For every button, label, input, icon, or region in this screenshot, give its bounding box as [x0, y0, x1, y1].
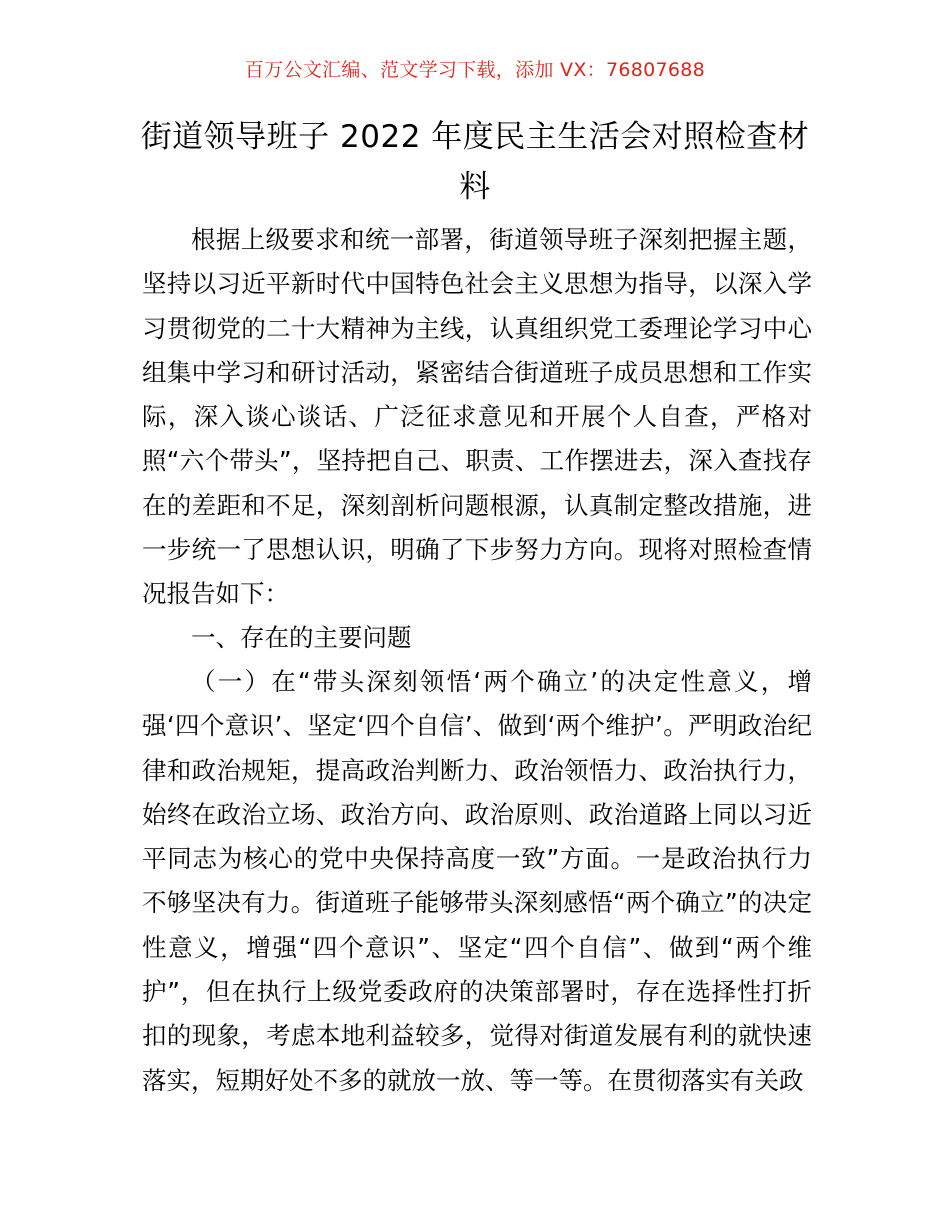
section-heading: 一、存在的主要问题	[191, 623, 412, 652]
section-paragraph: （一）在“带头深刻领悟‘两个确立’的决定性意义，增强‘四个意识’、坚定‘四个自信’、做到‘两个维护’。严明政治纪律和政治规矩，提高政治判断力、政治领悟力、政治执行力，始终在政治立场、政治方向、政治原则、政治道路上同以习近平同志为核心的党中央保持高度一致”方面。一是政治执行力不够坚决有力。街道班子能够带头深刻感悟“两个确立”的决定性意义，增强“四个意识”、坚定“四个自信”、做到“两个维护”，但在执行上级党委政府的决策部署时，存在选择性打折扣的现象，考虑本地利益较多，觉得对街道发展有利的就快速落实，短期好处不多的就放一放、等一等。在贯彻落实有关政	[142, 667, 812, 1095]
intro-paragraph: 根据上级要求和统一部署，街道领导班子深刻把握主题，坚持以习近平新时代中国特色社会主义思想为指导，以深入学习贯彻党的二十大精神为主线，认真组织党工委理论学习中心组集中学习和研讨活动，紧密结合街道班子成员思想和工作实际，深入谈心谈话、广泛征求意见和开展个人自查，严格对照“六个带头”，坚持把自己、职责、工作摆进去，深入查找存在的差距和不足，深刻剖析问题根源，认真制定整改措施，进一步统一了思想认识，明确了下步努力方向。现将对照检查情况报告如下：	[142, 225, 812, 609]
header-notice: 百万公文汇编、范文学习下载，添加 VX：76807688	[244, 59, 706, 81]
document-title: 街道领导班子 2022 年度民主生活会对照检查材料	[140, 119, 810, 205]
